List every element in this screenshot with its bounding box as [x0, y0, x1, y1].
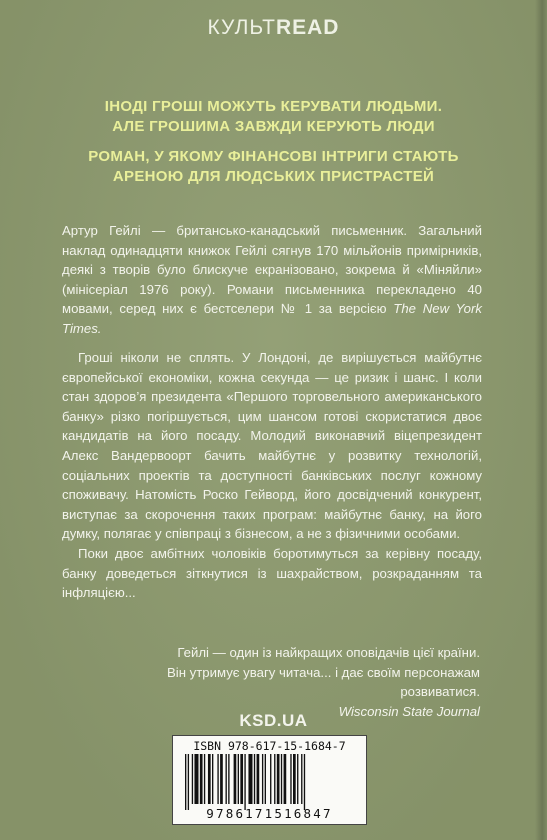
synopsis-paragraph-1: Гроші ніколи не сплять. У Лондоні, де вирішується майбутнє європейської економіки, кожна секунда — це ризик і шанс. І коли стан здоров’я президента «Першого торговельного американського банку» різко погіршується, цим шансом готові скористатися двоє кандидатів на його посаду. Молодий виконавчий віцепрезидент Алекс Вандервоорт бачить майбутнє у розвитку технологій, соціальних проектів та доступності банківських послуг кожному споживачу. Натомість Роско Гейворд, його досвідчений конкурент, виступає за скорочення таких програм: майбутнє банку, на його думку, полягає у співпраці з бізнесом, а не з фізичними особами.: [62, 350, 482, 542]
author-bio: [62, 221, 482, 339]
review-quote-line-2: Він утримує увагу читача... і дає своїм персонажам: [166, 664, 480, 680]
review-quote-line-1: Гейлі — один із найкращих оповідачів цієї країни.: [177, 645, 480, 660]
barcode-bar: [217, 754, 218, 804]
barcode-bar: [262, 754, 263, 804]
tagline-line-3: РОМАН, У ЯКОМУ ФІНАНСОВІ ІНТРИГИ СТАЮТЬ: [88, 148, 459, 165]
isbn-text: ISBN 978-617-15-1684-7: [193, 739, 346, 753]
barcode-bar: [284, 754, 287, 804]
barcode-bar: [274, 754, 275, 804]
publisher-logo: KSD.UA: [239, 711, 308, 730]
barcode-bar: [244, 754, 245, 810]
review-quote-line-3: розвиватися.: [400, 684, 480, 700]
barcode-bar: [228, 754, 229, 804]
barcode-bar: [194, 754, 198, 804]
barcode-bar: [301, 754, 302, 804]
barcode-bar: [185, 754, 186, 810]
barcode-bar: [238, 754, 239, 804]
barcode-bar: [297, 754, 298, 804]
barcode-bar: [277, 754, 280, 804]
series-logo-suffix: READ: [275, 16, 340, 39]
review-quote: [60, 643, 480, 721]
barcode-bar: [248, 754, 252, 804]
barcode-bar: [265, 754, 266, 804]
barcode-bar: [270, 754, 271, 804]
barcode-bar: [192, 754, 193, 804]
barcode-bar: [290, 754, 291, 804]
barcode-label: [172, 735, 367, 825]
barcode-bar: [293, 754, 296, 804]
author-bio-text: Артур Гейлі — британсько-канадський письменник. Загальний наклад одинадцяти книжок Гейлі сягнув 170 мільйонів примірників, деякі з творів було блискуче екранізовано, зокрема й «Міняйли» (мінісеріал 1976 року). Романи письменника перекладено 40 мовами, серед них є бестселери № 1 за версією: [62, 223, 482, 317]
barcode-bar: [220, 754, 223, 804]
barcode-bar: [257, 754, 260, 804]
barcode-bar: [212, 754, 213, 804]
barcode-bar: [234, 754, 237, 804]
barcode-bar: [200, 754, 203, 804]
barcode-bar: [188, 754, 189, 810]
author-bio-source: The New York Times.: [62, 301, 482, 336]
review-quote-source: Wisconsin State Journal: [338, 703, 480, 719]
barcode-icon: [185, 754, 354, 810]
tagline-line-4: АРЕНОЮ ДЛЯ ЛЮДСЬКИХ ПРИСТРАСТЕЙ: [112, 168, 435, 185]
tagline-line-2: АЛЕ ГРОШИМА ЗАВЖДИ КЕРУЮТЬ ЛЮДИ: [112, 118, 435, 135]
barcode-bar: [208, 754, 211, 804]
barcode-bar: [254, 754, 255, 804]
series-logo-prefix: КУЛЬТ: [207, 16, 276, 39]
barcode-bar: [240, 754, 243, 804]
tagline-line-1: ІНОДІ ГРОШІ МОЖУТЬ КЕРУВАТИ ЛЮДЬМИ.: [104, 98, 443, 115]
synopsis-paragraph-2: Поки двоє амбітних чоловіків боротимуться за керівну посаду, банку доведеться зіткнутися із шахрайством, розкраданням та інфляцією...: [62, 545, 482, 601]
barcode-bar: [304, 754, 305, 810]
barcode-bar: [281, 754, 282, 804]
barcode-digits: 9786171516847: [206, 806, 333, 821]
barcode-bar: [204, 754, 205, 804]
series-logo: [0, 16, 547, 40]
synopsis: [62, 348, 482, 603]
barcode-bar: [226, 754, 227, 804]
